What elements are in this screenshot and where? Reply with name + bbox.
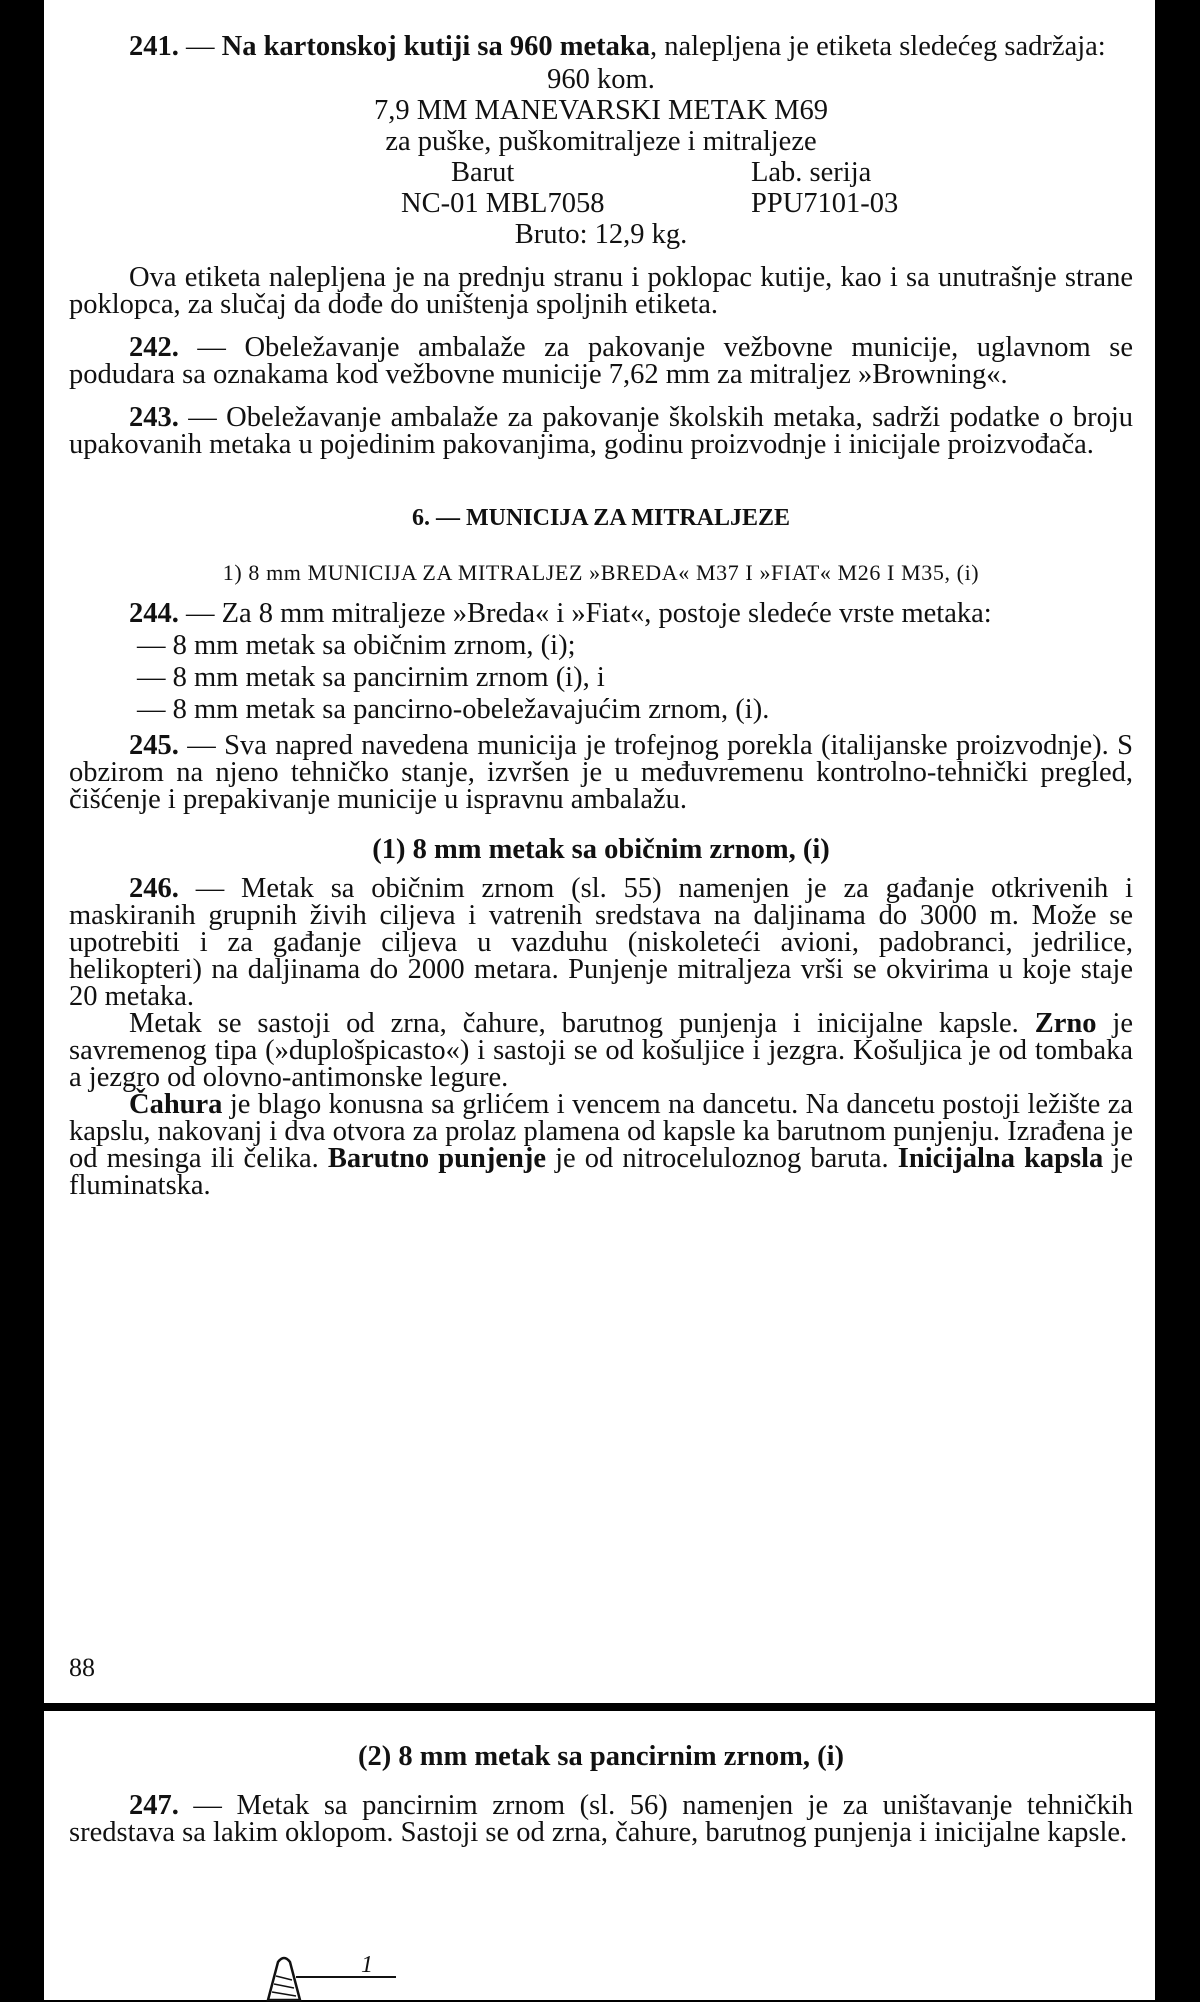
figure-label: 1 [361, 1952, 373, 1978]
list-item: — 8 mm metak sa pancirnim zrnom (i), i [137, 662, 605, 693]
paragraph-number: 242. [129, 332, 179, 363]
page-number: 88 [69, 1653, 95, 1682]
paragraph: Metak se sastoji od zrna, čahure, barutnog punjenja i inicijalne kapsle. Zrno je savremenog tipa (»duplošpicasto«) i sastoji se od košuljice i jezgra. Košuljica je od tombaka a jezgro od olovno-antimonske legure. [69, 1008, 1134, 1093]
paragraph-number: 243. [129, 402, 179, 433]
paragraph-number: 245. [129, 730, 179, 761]
label-line: za puške, puškomitraljeze i mitraljeze [385, 126, 817, 157]
paragraph-247: 247. — Metak sa pancirnim zrnom (sl. 56) namenjen je za uništavanje tehničkih sredstava sa lakim oklopom. Sastoji se od zrna, čahure, barutnog punjenja i inicijalne kapsle. [69, 1790, 1133, 1848]
label-cell: PPU7101-03 [751, 188, 899, 219]
paragraph-number: 244. [129, 598, 179, 629]
bold-text: Na kartonskoj kutiji sa 960 metaka [221, 31, 650, 62]
list-item: — 8 mm metak sa običnim zrnom, (i); [137, 630, 576, 661]
label-line: 7,9 MM MANEVARSKI METAK M69 [373, 95, 829, 126]
paragraph-244: 244. — Za 8 mm mitraljeze »Breda« i »Fiat«, postoje sledeće vrste metaka: [129, 598, 992, 629]
label-line: 960 kom. [547, 64, 655, 95]
paragraph-246: 246. — Metak sa običnim zrnom (sl. 55) namenjen je za gađanje otkrivenih i maskiranih grupnih živih ciljeva i vatrenih sredstava na daljinama do 3000 m. Može se upotrebiti i za gađanje ciljeva u vazduhu (niskoleteći avioni, padobranci, jedrilice, helikopteri) na daljinama do 2000 metara. Punjenje mitraljeza vrši se okvirima u koje staje 20 metaka. [69, 873, 1133, 1012]
section-title: 6. — MUNICIJA ZA MITRALJEZE [411, 505, 791, 531]
paragraph-245: 245. — Sva napred navedena municija je trofejnog porekla (italijanske proizvodnje). S obzirom na njeno tehničko stanje, izvršen je u međuvremenu kontrolno-tehnički pregled, čišćenje i prepakivanje municije u ispravnu ambalažu. [69, 730, 1133, 815]
book-page-88 [44, 0, 1155, 1703]
label-row [69, 188, 1133, 219]
label-cell: Lab. serija [751, 157, 872, 188]
paragraph: Ova etiketa nalepljena je na prednju stranu i poklopac kutije, kao i sa unutrašnje strane poklopca, za slučaj da dođe do uništenja spoljnih etiketa. [69, 262, 1133, 320]
bold-text: Čahura [129, 1089, 223, 1120]
bold-text: Barutno punjenje [327, 1143, 546, 1174]
label-line: Bruto: 12,9 kg. [514, 219, 688, 250]
bold-text: Inicijalna kapsla [897, 1143, 1104, 1174]
list-item: — 8 mm metak sa pancirno-obeležavajućim zrnom, (i). [137, 694, 770, 725]
paragraph-number: 246. [129, 873, 179, 904]
subtitle: (2) 8 mm metak sa pancirnim zrnom, (i) [357, 1741, 844, 1772]
paragraph-number: 247. [129, 1790, 179, 1821]
paragraph-242: 242. — Obeležavanje ambalaže za pakovanje vežbovne municije, uglavnom se podudara sa oznakama kod vežbovne municije 7,62 mm za mitraljez »Browning«. [69, 332, 1133, 390]
paragraph-241: 241. — Na kartonskoj kutiji sa 960 metaka, nalepljena je etiketa sledećeg sadržaja: [129, 31, 1106, 62]
cartridge-figure [266, 1952, 496, 2002]
label-cell: Barut [451, 157, 515, 188]
subsection-title: 1) 8 mm MUNICIJA ZA MITRALJEZ »BREDA« M37 I »FIAT« M26 I M35, (i) [222, 560, 980, 585]
subtitle: (1) 8 mm metak sa običnim zrnom, (i) [372, 834, 830, 865]
paragraph-243: 243. — Obeležavanje ambalaže za pakovanje školskih metaka, sadrži podatke o broju upakovanih metaka u pojedinim pakovanjima, godinu proizvodnje i inicijale proizvođača. [69, 402, 1133, 460]
book-page-89 [44, 1711, 1155, 2000]
ammo-list [69, 630, 1133, 726]
label-cell: NC-01 MBL7058 [401, 188, 605, 219]
paragraph: Čahura je blago konusna sa grlićem i vencem na dancetu. Na dancetu postoji ležište za kapslu, nakovanj i dva otvora za prolaz plamena od kapsle ka barutnom punjenju. Izrađena je od mesinga ili čelika. Barutno punjenje je od nitroceluloznog baruta. Inicijalna kapsla je fluminatska. [69, 1089, 1133, 1201]
label-content [69, 64, 1133, 250]
bold-text: Zrno [1034, 1008, 1097, 1039]
bullet-hatching [272, 1976, 296, 1996]
label-row [69, 157, 1133, 188]
paragraph-number: 241. [129, 31, 179, 62]
